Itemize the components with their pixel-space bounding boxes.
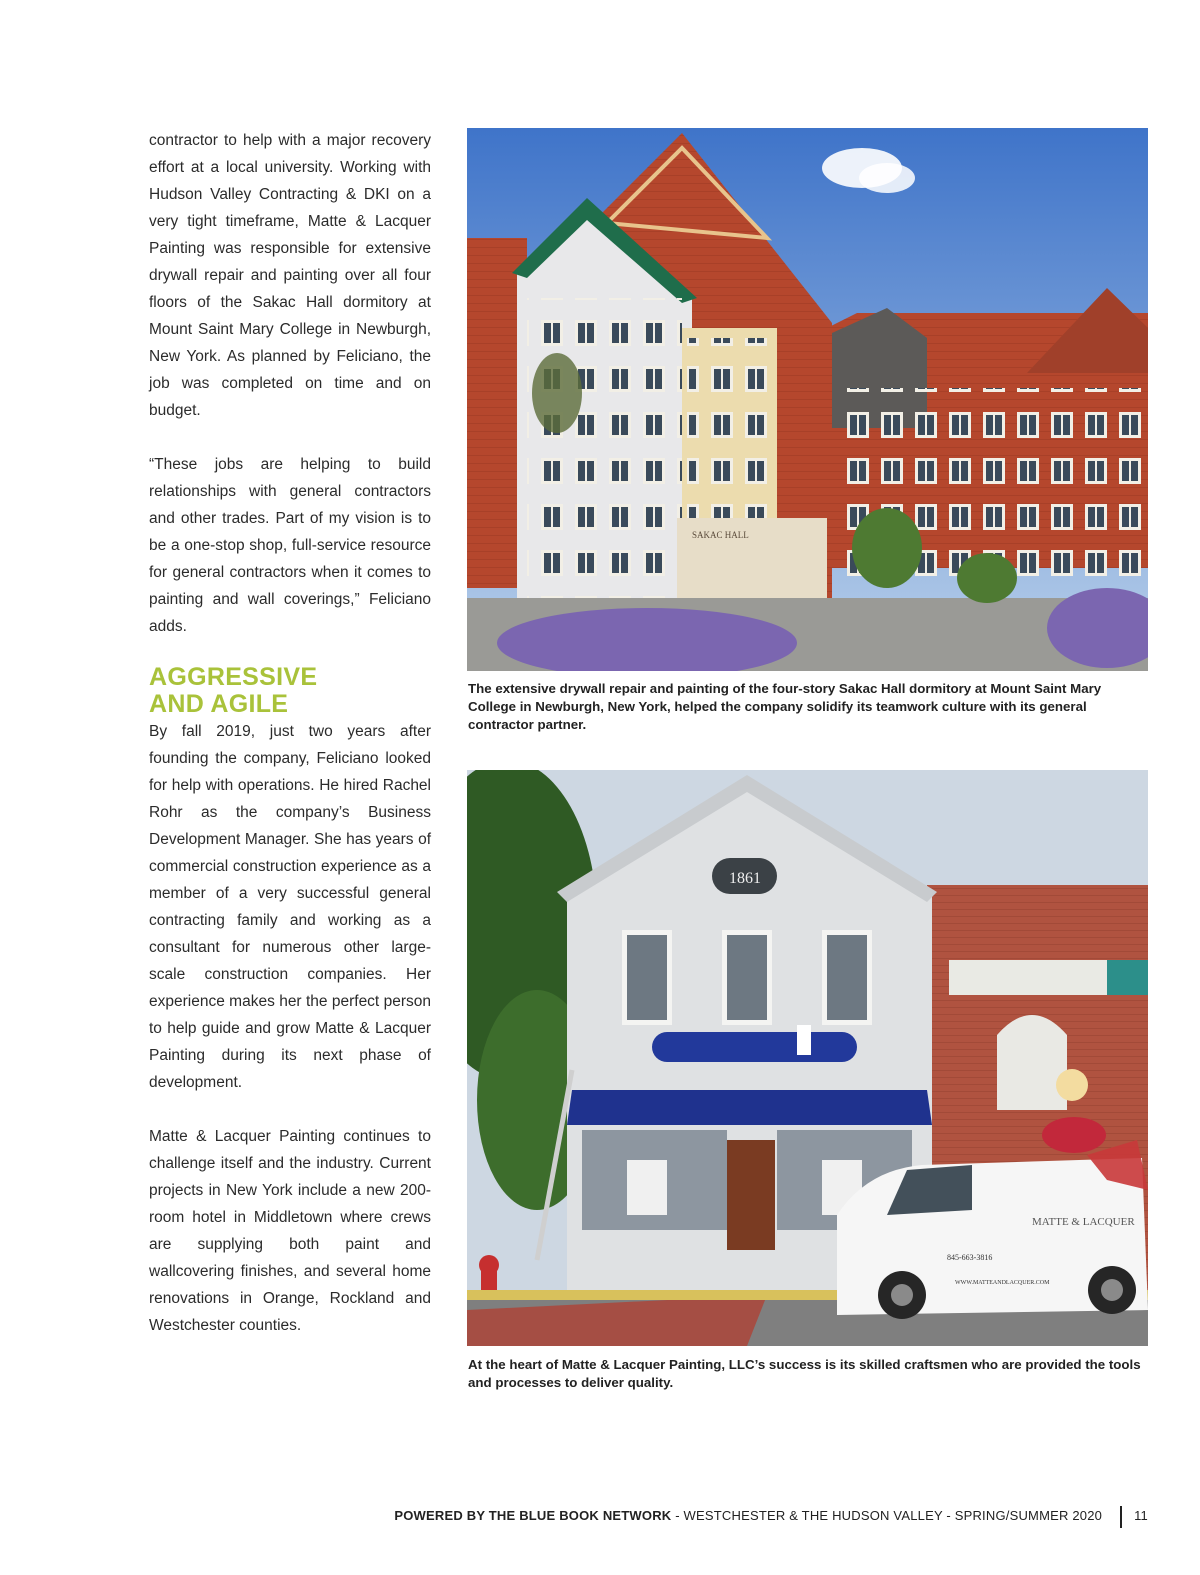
section-heading-line-1: AGGRESSIVE <box>149 663 318 691</box>
sakac-hall-photo <box>467 128 1148 671</box>
article-paragraph-4: Matte & Lacquer Painting continues to challenge itself and the industry. Current projects in New York include a new 200-room hotel in Middletown where crews are supplying both paint and wallcovering finishes, and several home renovations in Orange, Rockland and Westchester counties. <box>149 1128 431 1334</box>
article-body <box>149 127 431 1339</box>
sakac-hall-sign: SAKAC HALL <box>692 530 749 540</box>
van-logo-text: MATTE & LACQUER <box>1032 1216 1135 1228</box>
van-phone: 845-663-3816 <box>947 1253 993 1262</box>
van-url: WWW.MATTEANDLACQUER.COM <box>955 1280 1050 1286</box>
storefront-illustration <box>467 770 1148 1346</box>
footer-divider <box>1120 1506 1122 1528</box>
sakac-hall-illustration <box>467 128 1148 671</box>
page-footer <box>394 1505 1148 1527</box>
section-heading-line-2: AND AGILE <box>149 690 289 718</box>
article-paragraph-2: “These jobs are helping to build relationships with general contractors and other trades. Part of my vision is to be a one-stop shop, full-service resource for general contractors when it comes to painting and wall coverings,” Feliciano adds. <box>149 456 431 635</box>
article-paragraph-3: By fall 2019, just two years after founding the company, Feliciano looked for help with operations. He hired Rachel Rohr as the company’s Business Development Manager. She has years of commercial construction experience as a member of a very successful general contracting family and working as a consultant for numerous other large-scale construction companies. Her experience makes her the perfect person to help guide and grow Matte & Lacquer Painting during its next phase of development. <box>149 723 431 1091</box>
footer-edition: - WESTCHESTER & THE HUDSON VALLEY - SPRING/SUMMER 2020 <box>671 1508 1103 1523</box>
sakac-hall-caption: The extensive drywall repair and painting of the four-story Sakac Hall dormitory at Mount Saint Mary College in Newburgh, New York, helped the company solidify its teamwork culture with its general contractor partner. <box>468 681 1102 732</box>
date-plaque: 1861 <box>729 870 761 887</box>
page-number: 11 <box>1134 1508 1148 1523</box>
article-paragraph-1: contractor to help with a major recovery effort at a local university. Working with Hudson Valley Contracting & DKI on a very tight timeframe, Matte & Lacquer Painting was responsible for extensive drywall repair and painting over all four floors of the Sakac Hall dormitory at Mount Saint Mary College in Newburgh, New York. As planned by Feliciano, the job was completed on time and on budget. <box>149 132 431 419</box>
storefront-caption: At the heart of Matte & Lacquer Painting, LLC’s success is its skilled craftsmen who are provided the tools and processes to deliver quality. <box>468 1357 1141 1390</box>
storefront-photo <box>467 770 1148 1346</box>
footer-brand: POWERED BY THE BLUE BOOK NETWORK <box>394 1508 672 1523</box>
section-heading <box>149 664 431 718</box>
